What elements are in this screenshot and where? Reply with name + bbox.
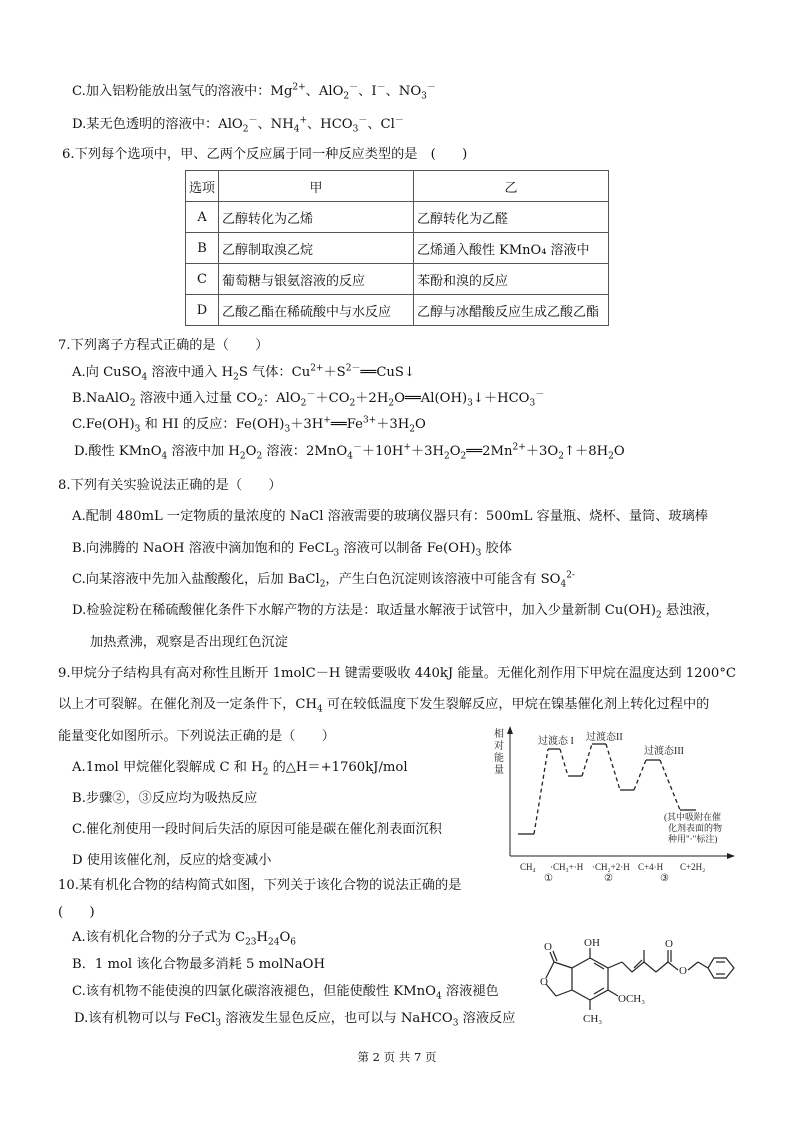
step-label: ③ [660, 873, 669, 882]
table-row [186, 202, 609, 233]
ts2-label: 过渡态II [586, 732, 623, 743]
q7-option-a: A.向 CuSO$_4$ 溶液中通入 $H_2S$ 气体：$Cu^{2+}+S^{2-}══CuS↓$ [72, 363, 415, 383]
q6-table [185, 170, 609, 326]
q9-stem-1: 9.甲烷分子结构具有高对称性且断开 1molC－H 键需要吸收 440kJ 能量。无催化剂作用下甲烷在温度达到 1200°C [58, 666, 737, 681]
q7-stem: 7.下列离子方程式正确的是（ ） [58, 338, 269, 353]
q9-option-d: D 使用该催化剂，反应的焓变减小 [72, 853, 272, 868]
step-label: ① [544, 873, 553, 882]
table-cell: 乙醇制取溴乙烷 [219, 233, 414, 264]
q8-option-a: A.配制 480mL 一定物质的量浓度的 NaCl 溶液需要的玻璃仪器只有：500mL 容量瓶、烧杯、量筒、玻璃棒 [72, 509, 708, 524]
carbonyl-o-label: O [544, 941, 552, 953]
q8-option-c: C.向某溶液中先加入盐酸酸化，后加 BaCl$_2$，产生白色沉淀则该溶液中可能含有 $SO_4^{2-}$ [72, 570, 575, 590]
ts3-label: 过渡态III [644, 746, 684, 757]
table-cell: 苯酚和溴的反应 [414, 264, 609, 295]
q9-option-a: A.1mol 甲烷催化裂解成 C 和 $H_2$ 的△H＝+1760kJ/mol [72, 760, 408, 778]
x-label: ·CH₂+2·H [592, 862, 630, 872]
x-label: C+2H₂ [680, 862, 706, 872]
page-footer: 第 2 页 共 7 页 [357, 1050, 437, 1064]
note-line: 化剂表面的物 [668, 823, 723, 833]
table-cell: 乙醇转化为乙醛 [414, 202, 609, 233]
q9-option-b: B.步骤②，③反应均为吸热反应 [72, 791, 258, 806]
q10-stem: 10.某有机化合物的结构简式如图，下列关于该化合物的说法正确的是 [58, 878, 462, 893]
ts1-label: 过渡态 I [538, 736, 574, 747]
q7-option-b: B.NaAlO$_2$ 溶液中通入过量 $CO_2$：$AlO_2^-+CO_2+2H_2O══Al(OH)_3↓+HCO_3^-$ [72, 389, 545, 409]
table-cell: D [186, 295, 219, 326]
q7-option-c: $C.Fe(OH)_3$ 和 HI 的反应：$Fe(OH)_3+3H^+══Fe^{3+}+3H_2O$ [72, 415, 426, 435]
molecule-structure [528, 936, 740, 1032]
q5-option-c: C.加入铝粉能放出氢气的溶液中：$Mg^{2+}$、AlO$_2$－、I－、$NO_3^-$ [72, 82, 436, 102]
x-label: ·CH₃+·H [550, 862, 584, 872]
note-line: 种用"·"标注) [668, 834, 718, 844]
q5-option-d: D.某无色透明的溶液中：AlO$_2$－、$NH_4^+$、$HCO_3^-$、Cl－ [72, 115, 404, 135]
q9-stem-3: 能量变化如图所示。下列说法正确的是（ ） [58, 729, 335, 744]
q8-option-b: B.向沸腾的 NaOH 溶液中滴加饱和的 FeCL$_3$ 溶液可以制备 $Fe(OH)_3$ 胶体 [72, 541, 512, 559]
ylabel-char: 对 [494, 741, 504, 752]
q9-option-c: C.催化剂使用一段时间后失活的原因可能是碳在催化剂表面沉积 [72, 822, 442, 837]
ester-o-label: O [679, 965, 687, 977]
och3-label: OCH₃ [618, 993, 646, 1005]
table-row [186, 295, 609, 326]
q10-option-d: D.该有机物可以与 FeCl$_3$ 溶液发生显色反应，也可以与 NaHCO$_3$ 溶液反应 [74, 1011, 516, 1029]
table-cell: 葡萄糖与银氨溶液的反应 [219, 264, 414, 295]
q10-option-b: B．1 mol 该化合物最多消耗 5 molNaOH [72, 957, 325, 972]
q10-option-a: A.该有机化合物的分子式为 $C_{23}H_{24}O_6$ [72, 930, 297, 948]
q8-option-d: D.检验淀粉在稀硫酸催化条件下水解产物的方法是：取适量水解液于试管中，加入少量新制 $Cu(OH)_2$ 悬浊液， [72, 603, 719, 621]
q6-stem: 6.下列每个选项中，甲、乙两个反应属于同一种反应类型的是 ( ) [62, 147, 468, 162]
q9-stem-2: 以上才可裂解。在催化剂及一定条件下，$CH_4$ 可在较低温度下发生裂解反应，甲烷在镍基催化剂上转化过程中的 [58, 697, 710, 715]
q8-stem: 8.下列有关实验说法正确的是（ ） [58, 478, 282, 493]
ylabel-char: 量 [494, 765, 504, 776]
table-header: 乙 [414, 171, 609, 202]
oh-label: OH [584, 937, 600, 949]
table-header: 选项 [186, 171, 219, 202]
table-row [186, 233, 609, 264]
table-header-row [186, 171, 609, 202]
step-label: ② [604, 873, 613, 882]
ylabel-char: 能 [494, 753, 504, 764]
note-line: (其中吸附在催 [664, 812, 721, 822]
table-cell: B [186, 233, 219, 264]
table-cell: C [186, 264, 219, 295]
ring-o-label: O [540, 976, 548, 988]
table-cell: A [186, 202, 219, 233]
table-cell: 乙醇转化为乙烯 [219, 202, 414, 233]
q7-option-d: D.酸性 KMnO$_4$ 溶液中加 $H_2O_2$ 溶液：$2MnO_4^-+10H^++3H_2O_2══2Mn^{2+}+3O_2↑+8H_2O$ [74, 442, 625, 462]
q10-paren: ( ) [58, 905, 95, 920]
energy-diagram [488, 724, 736, 882]
ylabel-char: 相 [494, 729, 504, 740]
ch3-label: CH₃ [583, 1013, 603, 1025]
table-cell: 乙酸乙酯在稀硫酸中与水反应 [219, 295, 414, 326]
table-cell: 乙烯通入酸性 KMnO₄ 溶液中 [414, 233, 609, 264]
x-label: C+4·H [638, 862, 664, 872]
table-row [186, 264, 609, 295]
q8-option-d-cont: 加热煮沸，观察是否出现红色沉淀 [90, 635, 288, 650]
table-header: 甲 [219, 171, 414, 202]
q10-option-c: C.该有机物不能使溴的四氯化碳溶液褪色，但能使酸性 KMnO$_4$ 溶液褪色 [72, 984, 499, 1002]
table-cell: 乙醇与冰醋酸反应生成乙酸乙酯 [414, 295, 609, 326]
ester-carbonyl-o-label: O [665, 938, 673, 950]
x-label: CH₄ [520, 862, 536, 872]
